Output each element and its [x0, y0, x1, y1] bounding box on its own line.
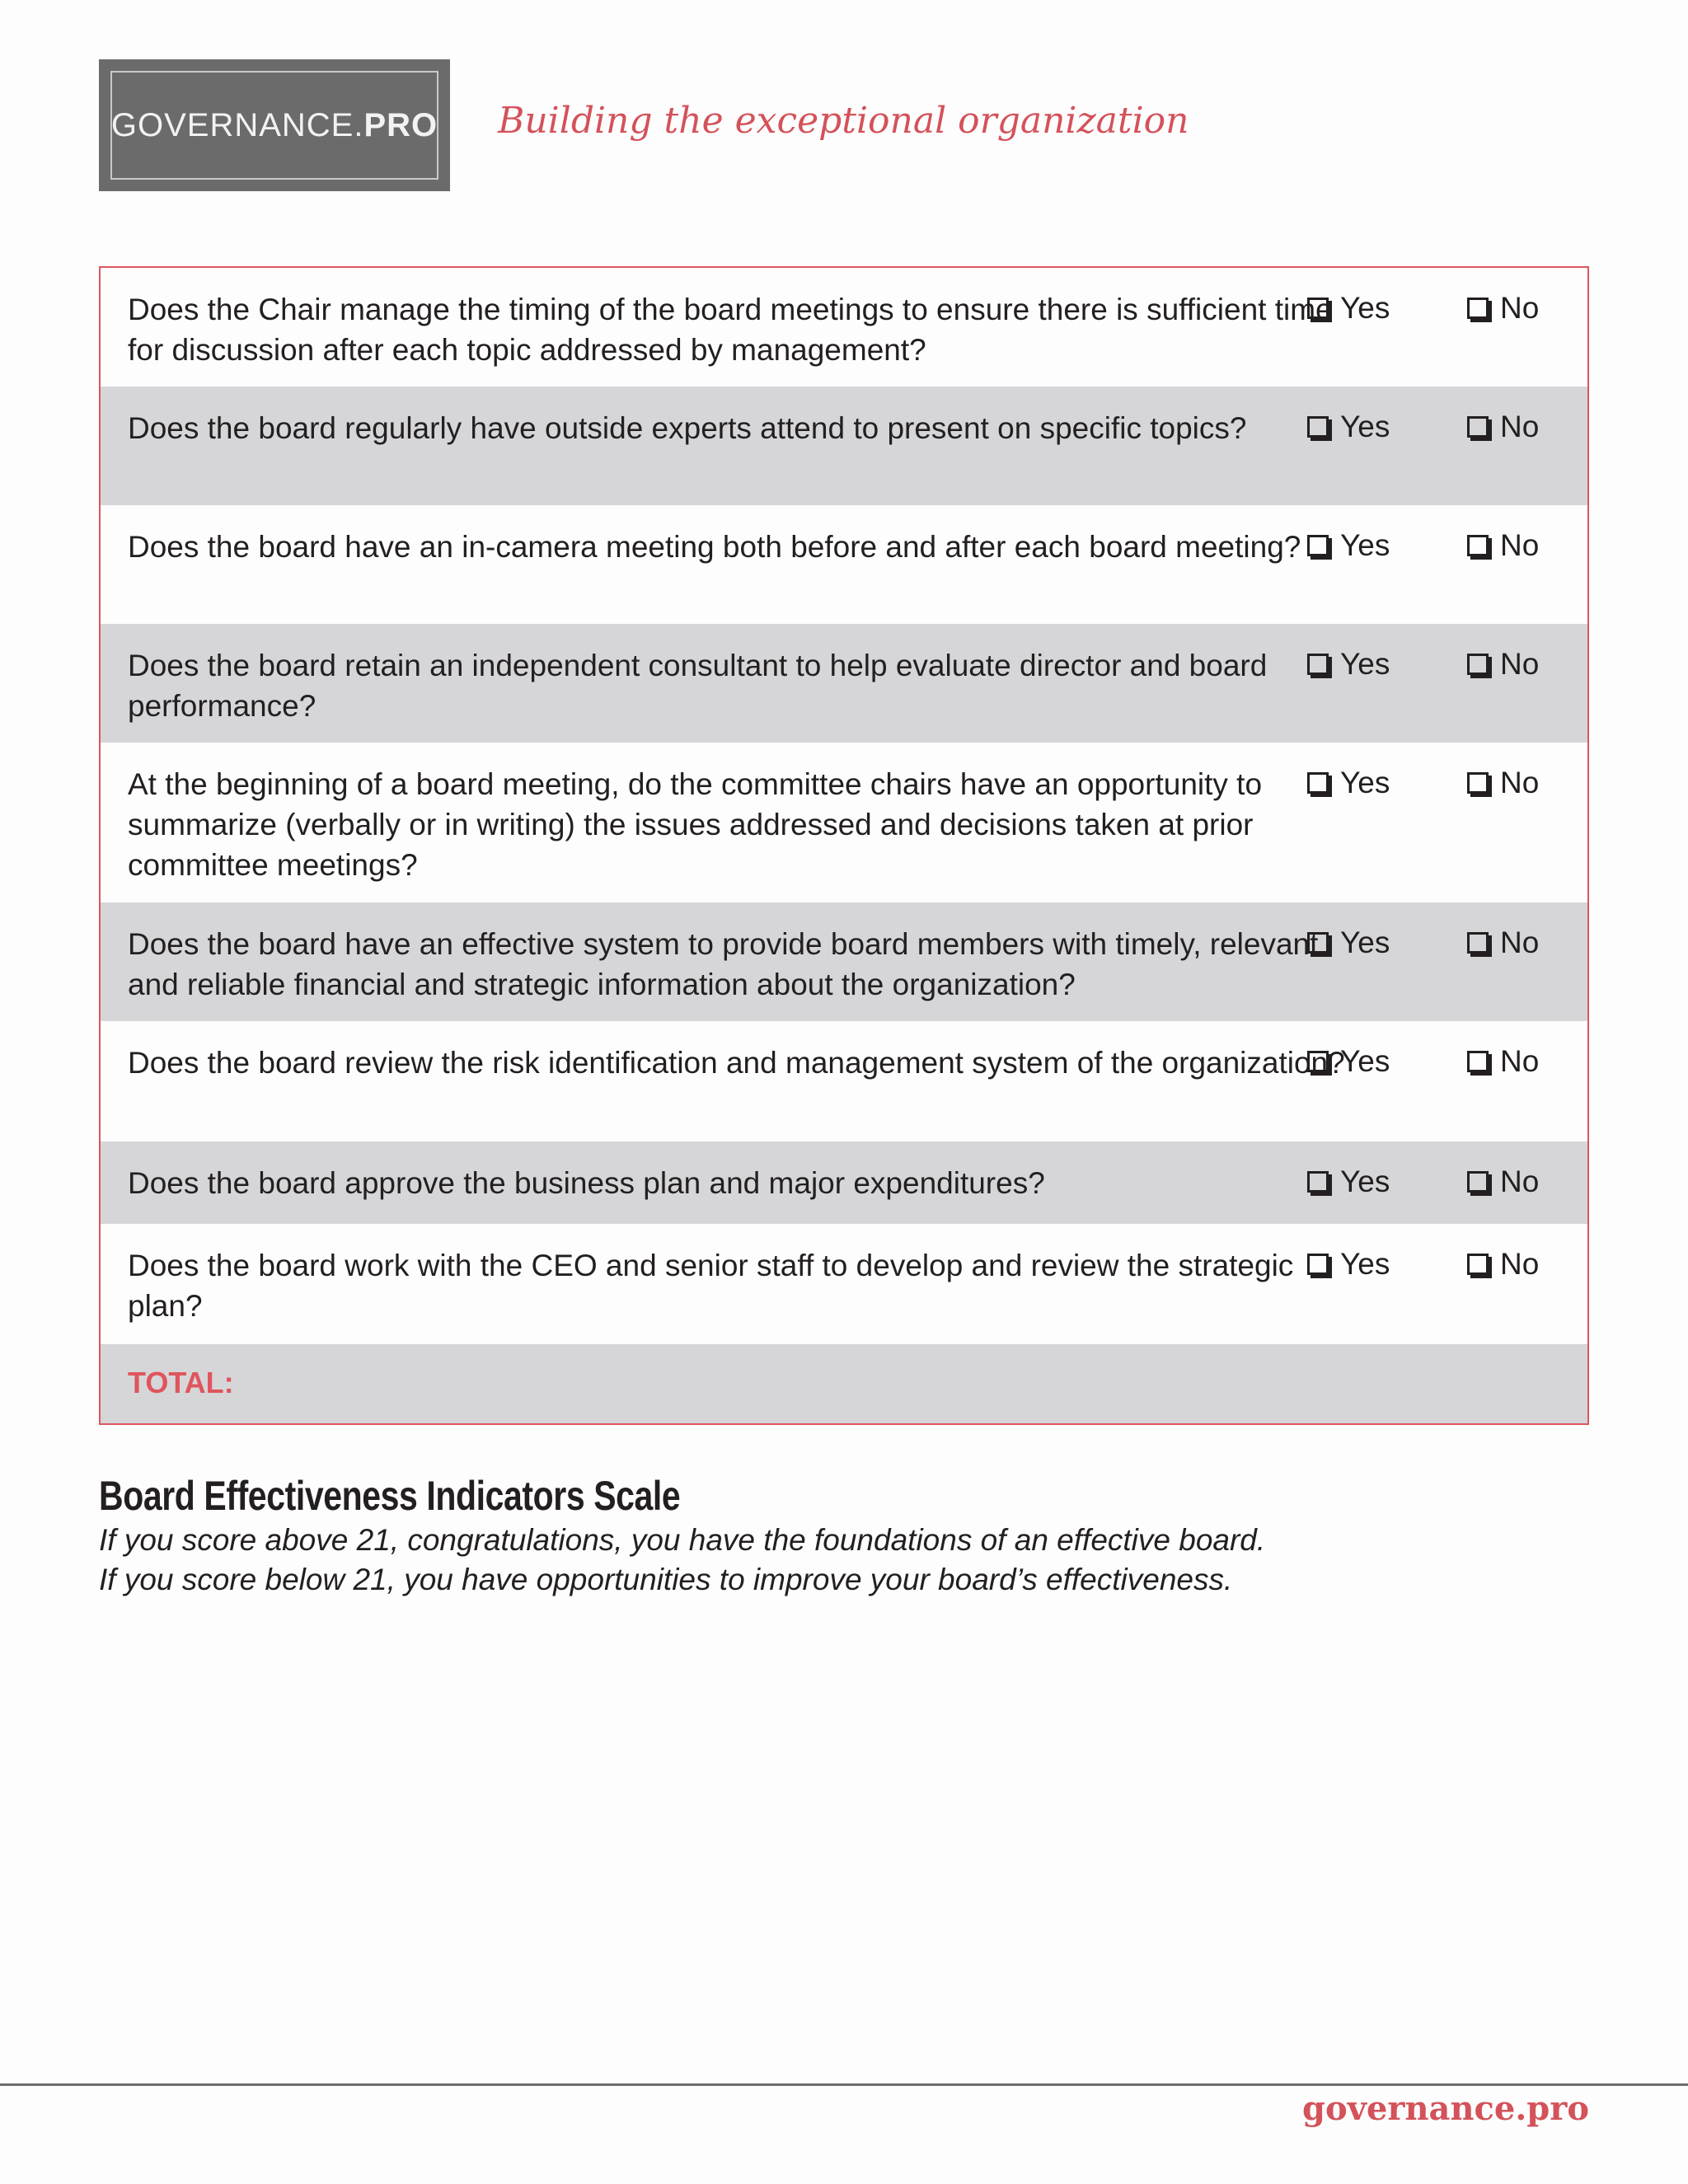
yes-label: Yes — [1340, 647, 1390, 681]
checkbox-icon[interactable] — [1467, 1051, 1489, 1072]
no-label: No — [1500, 410, 1540, 443]
checkbox-icon[interactable] — [1307, 1171, 1329, 1193]
question-text: Does the board approve the business plan and major expenditures? — [128, 1166, 1045, 1200]
no-option[interactable] — [1467, 762, 1539, 803]
no-option[interactable] — [1467, 525, 1539, 565]
question-row — [101, 387, 1587, 505]
checkbox-icon[interactable] — [1467, 654, 1489, 675]
no-label: No — [1500, 766, 1540, 799]
questionnaire-table — [99, 266, 1589, 1425]
yes-option[interactable] — [1307, 525, 1390, 565]
no-label: No — [1500, 1247, 1540, 1281]
no-option[interactable] — [1467, 1041, 1539, 1081]
checkbox-icon[interactable] — [1467, 535, 1489, 556]
no-label: No — [1500, 926, 1540, 959]
total-row — [101, 1344, 1587, 1423]
yes-label: Yes — [1340, 926, 1390, 959]
scale-line-above: If you score above 21, congratulations, you have the foundations of an effective board. — [99, 1523, 1266, 1557]
no-label: No — [1500, 1044, 1540, 1078]
yes-label: Yes — [1340, 1044, 1390, 1078]
checkbox-icon[interactable] — [1307, 772, 1329, 794]
logo-text-prefix: GOVERNANCE. — [110, 106, 364, 143]
question-text: Does the board work with the CEO and senior staff to develop and review the strategic plan? — [128, 1249, 1294, 1323]
scale-line-below: If you score below 21, you have opportunities to improve your board’s effectiveness. — [99, 1563, 1233, 1596]
question-row — [101, 743, 1587, 902]
checkbox-icon[interactable] — [1307, 1051, 1329, 1072]
yes-label: Yes — [1340, 1165, 1390, 1198]
yes-label: Yes — [1340, 528, 1390, 562]
yes-option[interactable] — [1307, 1161, 1390, 1202]
question-text: Does the board have an in-camera meeting both before and after each board meeting? — [128, 530, 1301, 564]
question-row — [101, 1224, 1587, 1344]
no-option[interactable] — [1467, 1244, 1539, 1284]
total-label: TOTAL: — [128, 1366, 234, 1399]
scale-title: Board Effectiveness Indicators Scale — [99, 1473, 681, 1519]
footer-url[interactable]: governance.pro — [1302, 2089, 1589, 2128]
checkbox-icon[interactable] — [1467, 932, 1489, 954]
yes-label: Yes — [1340, 1247, 1390, 1281]
yes-label: Yes — [1340, 766, 1390, 799]
question-text: Does the board regularly have outside experts attend to present on specific topics? — [128, 411, 1247, 445]
question-text: Does the board retain an independent consultant to help evaluate director and board performance? — [128, 649, 1268, 723]
question-text: Does the board review the risk identification and management system of the organization? — [128, 1046, 1345, 1080]
question-row — [101, 1141, 1587, 1224]
no-option[interactable] — [1467, 288, 1539, 328]
no-option[interactable] — [1467, 644, 1539, 684]
yes-option[interactable] — [1307, 288, 1390, 328]
question-row — [101, 902, 1587, 1021]
yes-option[interactable] — [1307, 762, 1390, 803]
no-label: No — [1500, 1165, 1540, 1198]
no-label: No — [1500, 291, 1540, 325]
checkbox-icon[interactable] — [1467, 416, 1489, 438]
checkbox-icon[interactable] — [1467, 772, 1489, 794]
checkbox-icon[interactable] — [1467, 298, 1489, 319]
checkbox-icon[interactable] — [1307, 416, 1329, 438]
no-option[interactable] — [1467, 1161, 1539, 1202]
logo-frame — [110, 71, 438, 180]
checkbox-icon[interactable] — [1307, 535, 1329, 556]
footer-divider — [0, 2083, 1688, 2086]
question-row — [101, 505, 1587, 624]
yes-option[interactable] — [1307, 406, 1390, 447]
no-label: No — [1500, 528, 1540, 562]
yes-option[interactable] — [1307, 644, 1390, 684]
tagline: Building the exceptional organization — [498, 100, 1189, 142]
checkbox-icon[interactable] — [1467, 1171, 1489, 1193]
checkbox-icon[interactable] — [1307, 298, 1329, 319]
yes-option[interactable] — [1307, 1244, 1390, 1284]
no-option[interactable] — [1467, 406, 1539, 447]
question-row — [101, 624, 1587, 743]
yes-option[interactable] — [1307, 1041, 1390, 1081]
checkbox-icon[interactable] — [1467, 1254, 1489, 1275]
checkbox-icon[interactable] — [1307, 1254, 1329, 1275]
question-row — [101, 1021, 1587, 1141]
logo — [99, 59, 450, 191]
question-text: Does the Chair manage the timing of the board meetings to ensure there is sufficient time for discussion after each topic addressed by management? — [128, 293, 1333, 367]
no-option[interactable] — [1467, 922, 1539, 963]
logo-text-suffix: PRO — [363, 106, 438, 143]
yes-label: Yes — [1340, 291, 1390, 325]
yes-option[interactable] — [1307, 922, 1390, 963]
no-label: No — [1500, 647, 1540, 681]
question-text: At the beginning of a board meeting, do the committee chairs have an opportunity to summarize (verbally or in writing) the issues addressed and decisions taken at prior committee meetings? — [128, 767, 1263, 882]
yes-label: Yes — [1340, 410, 1390, 443]
checkbox-icon[interactable] — [1307, 654, 1329, 675]
question-row — [101, 268, 1587, 387]
checkbox-icon[interactable] — [1307, 932, 1329, 954]
question-text: Does the board have an effective system to provide board members with timely, relevant and reliable financial and strategic information about the organization? — [128, 927, 1319, 1001]
